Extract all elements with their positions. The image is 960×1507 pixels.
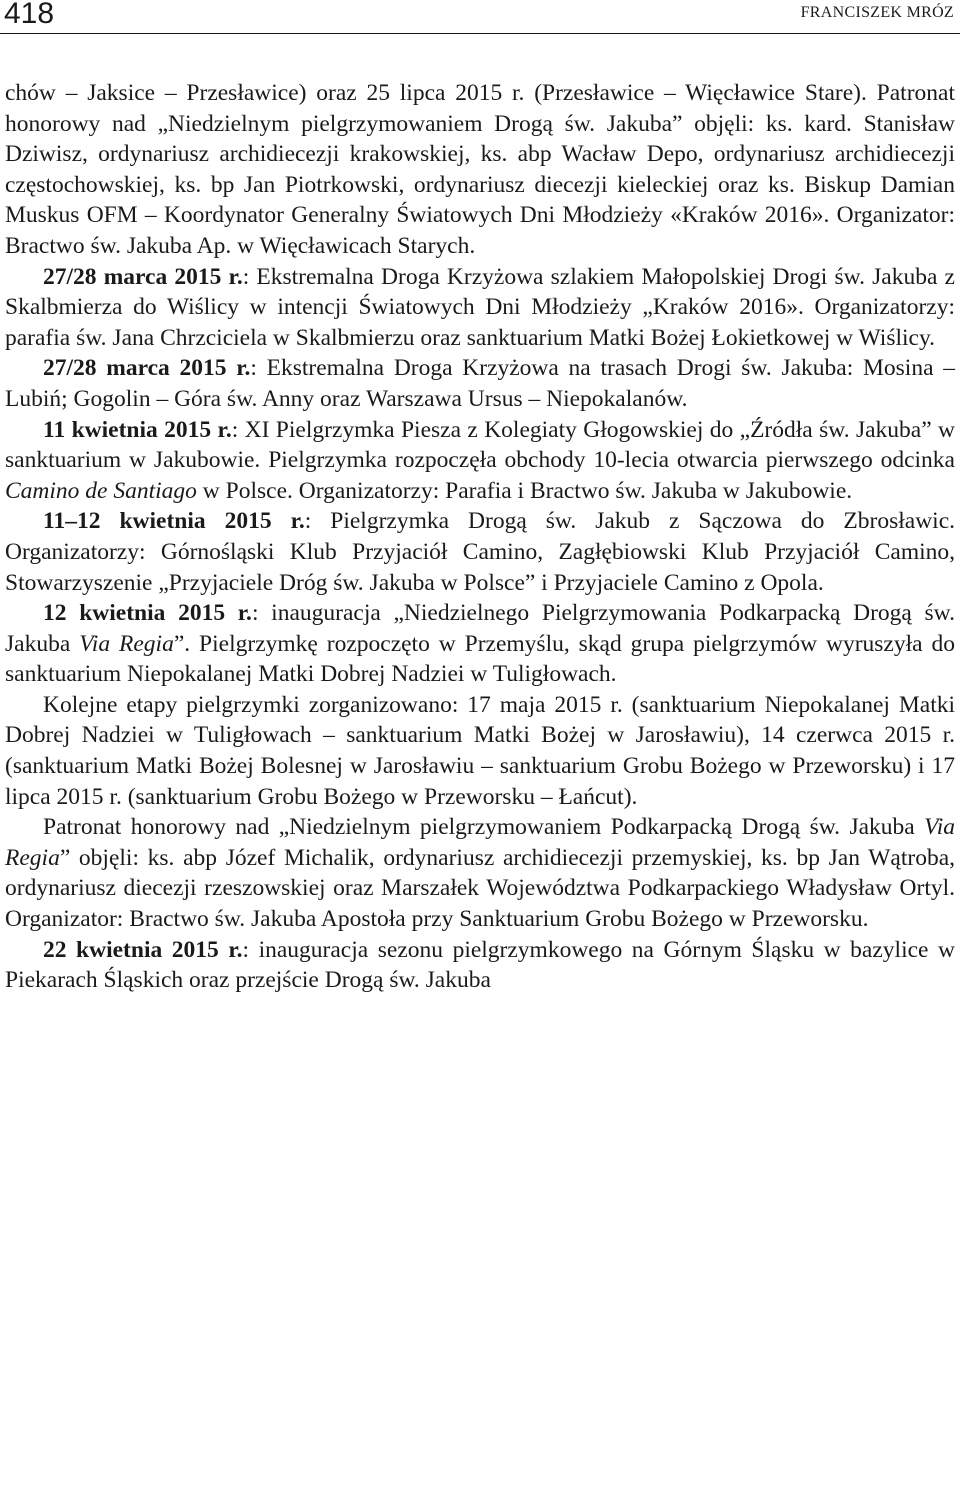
text-run: : inauguracja sezonu pielgrzymkowego na Górnym Śląsku w bazylice w Piekarach Śląskich oraz przejście Drogą św. Jakuba	[5, 936, 955, 994]
text-run: w Polsce. Organizatorzy: Parafia i Bractwo św. Jakuba w Jakubowie.	[196, 477, 853, 504]
text-run: chów – Jaksice – Przesławice) oraz 25 lipca 2015 r. (Przesławice – Więcławice Stare). Patronat honorowy nad „Niedzielnym pielgrzymowaniem Drogą św. Jakuba” objęli: ks. kard. Stanisław Dziwisz, ordynariusz archidiecezji krakowskiej, ks. abp Wacław Depo, ordynariusz archidiecezji częstochowskiej, ks. bp Jan Piotrkowski, ordynariusz diecezji kieleckiej oraz ks. Biskup Damian Muskus OFM – Koordynator Generalny Światowych Dni Młodzieży «Kraków 2016». Organizator: Bractwo św. Jakuba Ap. w Więcławicach Starych.	[5, 80, 955, 259]
date-label: 11–12 kwietnia 2015 r.	[43, 508, 305, 535]
paragraph-p7	[5, 690, 955, 812]
date-label: 12 kwietnia 2015 r.	[43, 600, 252, 627]
text-run: : inauguracja „Niedzielnego Pielgrzymowania Podkarpacką Drogą św. Jakuba	[5, 600, 956, 657]
date-label: 22 kwietnia 2015 r.	[43, 936, 243, 963]
paragraph-p4	[5, 415, 955, 507]
text-run: Kolejne etapy pielgrzymki zorganizowano: 17 maja 2015 r. (sanktuarium Niepokalanej Matki Dobrej Nadziei w Tuligłowach – sanktuarium Matki Bożej w Jarosławiu), 14 czerwca 2015 r. (sanktuarium Matki Bożej Bolesnej w Jarosławiu – sanktuarium Grobu Bożego w Przeworsku) i 17 lipca 2015 r. (sanktuarium Grobu Bożego w Przeworsku – Łańcut).	[5, 691, 955, 810]
header-rule	[0, 33, 960, 34]
paragraph-p9	[5, 935, 955, 996]
page-number: 418	[4, 0, 55, 30]
italic-term: Via Regia	[5, 814, 955, 871]
italic-term: Via Regia	[79, 630, 174, 657]
page-header	[0, 0, 960, 34]
text-run: : XI Pielgrzymka Piesza z Kolegiaty Głogowskiej do „Źródła św. Jakuba” w sanktuarium w Jakubowie. Pielgrzymka rozpoczęła obchody 10-lecia otwarcia pierwszego odcinka	[5, 416, 955, 474]
paragraph-p8	[5, 812, 955, 934]
text-run: : Ekstremalna Droga Krzyżowa szlakiem Małopolskiej Drogi św. Jakuba z Skalbmierza do Wiślicy w intencji Światowych Dni Młodzieży „Kraków 2016». Organizatorzy: parafia św. Jana Chrzciciela w Skalbmierzu oraz sanktuarium Matki Bożej Łokietkowej w Wiślicy.	[5, 263, 955, 351]
date-label: 27/28 marca 2015 r.	[43, 355, 251, 382]
paragraph-p6	[5, 598, 955, 690]
text-run: Patronat honorowy nad „Niedzielnym pielgrzymowaniem Podkarpacką Drogą św. Jakuba	[43, 814, 925, 841]
date-label: 27/28 marca 2015 r.	[43, 263, 243, 290]
paragraph-p2	[5, 262, 955, 354]
date-label: 11 kwietnia 2015 r.	[43, 416, 232, 443]
text-run: : Pielgrzymka Drogą św. Jakub z Sączowa do Zbrosławic. Organizatorzy: Górnośląski Klub Przyjaciół Camino, Zagłębiowski Klub Przyjaciół Camino, Stowarzyszenie „Przyjaciele Dróg św. Jakuba w Polsce” i Przyjaciele Camino z Opola.	[5, 508, 956, 596]
italic-term: Camino de Santiago	[5, 477, 197, 504]
text-run: ”. Pielgrzymkę rozpoczęto w Przemyślu, skąd grupa pielgrzymów wyruszyła do sanktuarium Niepokalanej Matki Dobrej Nadziei w Tuligłowach.	[5, 630, 955, 688]
text-run: : Ekstremalna Droga Krzyżowa na trasach Drogi św. Jakuba: Mosina – Lubiń; Gogolin – Góra św. Anny oraz Warszawa Ursus – Niepokalanów.	[5, 355, 955, 412]
paragraph-p3	[5, 353, 955, 414]
paragraph-p5	[5, 506, 955, 598]
paragraph-p1	[5, 78, 955, 262]
body-text	[5, 78, 955, 996]
running-head-author: FRANCISZEK MRÓZ	[800, 4, 954, 21]
text-run: ” objęli: ks. abp Józef Michalik, ordynariusz archidiecezji przemyskiej, ks. bp Jan Wątroba, ordynariusz diecezji rzeszowskiej oraz Marszałek Województwa Podkarpackiego Władysław Ortyl. Organizator: Bractwo św. Jakuba Apostoła przy Sanktuarium Grobu Bożego w Przeworsku.	[5, 844, 955, 933]
